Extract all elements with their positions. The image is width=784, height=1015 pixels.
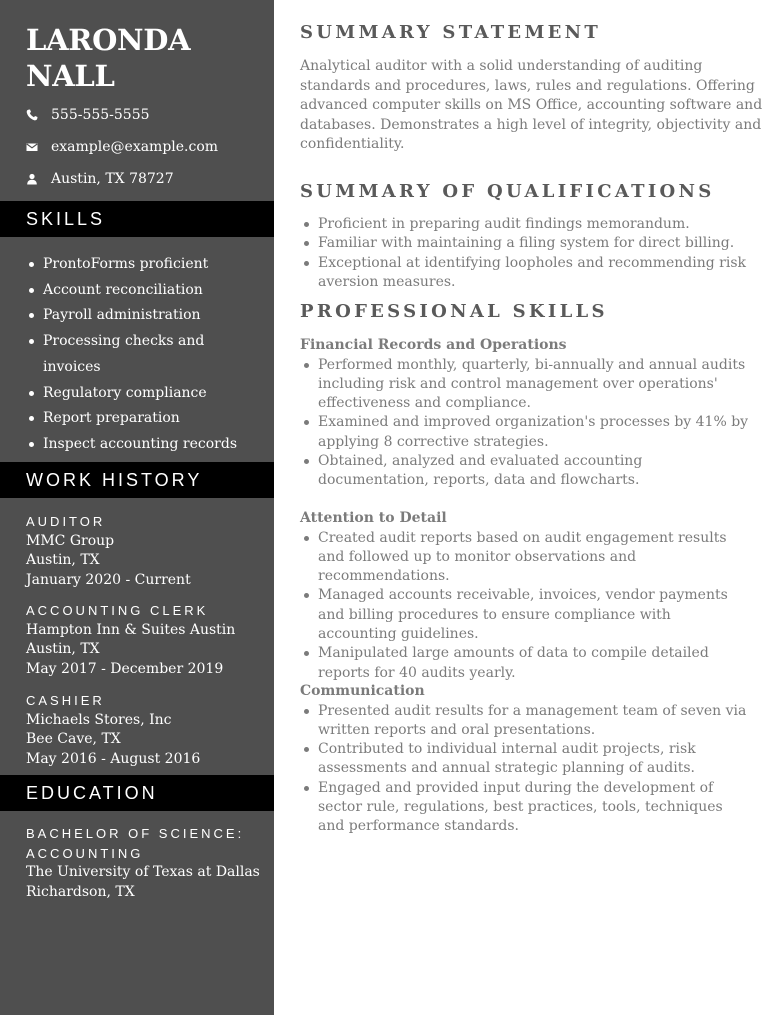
envelope-icon — [26, 141, 38, 153]
job-title: ACCOUNTING CLERK — [26, 603, 209, 618]
qualifications-block — [300, 215, 750, 292]
skill-item: Payroll administration — [26, 303, 256, 329]
education-heading: EDUCATION — [0, 775, 274, 811]
skill-item: ProntoForms proficient — [26, 252, 256, 278]
email-address: example@example.com — [51, 139, 219, 155]
skill-item: Regulatory compliance — [26, 381, 256, 407]
education-entry — [26, 824, 266, 902]
skill-item: Report preparation — [26, 406, 256, 432]
skill-group-attention — [300, 509, 750, 683]
qualification-item: Proficient in preparing audit findings memorandum. — [300, 215, 750, 234]
skill-group-item: Managed accounts receivable, invoices, vendor payments and billing procedures to ensure compliance with accounting guidelines. — [300, 586, 750, 644]
school-location: Richardson, TX — [26, 883, 135, 900]
skill-group-list — [300, 702, 750, 837]
contact-location — [26, 169, 174, 189]
job-entry — [26, 512, 266, 590]
job-entry — [26, 691, 266, 769]
job-location: Austin, TX — [26, 552, 100, 568]
qualifications-heading: SUMMARY OF QUALIFICATIONS — [300, 181, 715, 202]
job-dates: January 2020 - Current — [26, 571, 191, 588]
job-company: Hampton Inn & Suites Austin — [26, 621, 236, 638]
skill-item: Account reconciliation — [26, 278, 256, 304]
skill-group-item: Manipulated large amounts of data to compile detailed reports for 40 audits yearly. — [300, 644, 750, 683]
skill-group-item: Obtained, analyzed and evaluated accounting documentation, reports, data and flowcharts. — [300, 452, 750, 491]
qualification-item: Familiar with maintaining a filing system for direct billing. — [300, 234, 750, 253]
job-entry — [26, 601, 266, 679]
skill-item: Processing checks and invoices — [26, 329, 256, 380]
job-company: Michaels Stores, Inc — [26, 711, 172, 728]
skill-group-title: Financial Records and Operations — [300, 337, 567, 353]
skill-group-item: Performed monthly, quarterly, bi-annually and annual audits including risk and control management over operations' effectiveness and compliance. — [300, 356, 750, 414]
name-line-1: LARONDA — [26, 23, 191, 57]
summary-heading: SUMMARY STATEMENT — [300, 22, 602, 43]
main-column — [274, 0, 784, 1015]
school-name: The University of Texas at Dallas — [26, 864, 260, 880]
location-text: Austin, TX 78727 — [51, 171, 174, 187]
person-icon — [26, 173, 38, 185]
job-title: AUDITOR — [26, 514, 106, 529]
skills-heading: SKILLS — [0, 201, 274, 237]
job-location: Austin, TX — [26, 641, 100, 657]
skill-group-title: Communication — [300, 683, 425, 699]
qualifications-list — [300, 215, 750, 292]
skill-group-item: Examined and improved organization's processes by 41% by applying 8 corrective strategies. — [300, 413, 750, 452]
candidate-name — [26, 22, 190, 94]
skill-group-communication — [300, 682, 750, 837]
skill-group-item: Created audit reports based on audit engagement results and followed up to monitor observations and recommendations. — [300, 529, 750, 587]
skills-list — [26, 252, 256, 458]
job-dates: May 2017 - December 2019 — [26, 660, 224, 677]
job-title: CASHIER — [26, 693, 105, 708]
summary-text: Analytical auditor with a solid understanding of auditing standards and procedures, laws, rules and regulations. Offering advanced computer skills on MS Office, accounting software and databases. Demonstrates a high level of integrity, objectivity and confidentiality. — [300, 58, 763, 152]
skill-group-financial — [300, 336, 750, 491]
name-line-2: NALL — [26, 59, 115, 93]
skill-group-title: Attention to Detail — [300, 510, 447, 526]
skill-group-item: Engaged and provided input during the development of sector rule, regulations, best practices, tools, techniques and performance standards. — [300, 779, 750, 837]
phone-icon — [26, 109, 38, 121]
professional-skills-heading: PROFESSIONAL SKILLS — [300, 301, 608, 322]
phone-number: 555-555-5555 — [51, 107, 150, 123]
job-location: Bee Cave, TX — [26, 731, 121, 747]
qualification-item: Exceptional at identifying loopholes and recommending risk aversion measures. — [300, 254, 750, 293]
skill-item: Inspect accounting records — [26, 432, 256, 458]
degree-title: BACHELOR OF SCIENCE: ACCOUNTING — [26, 826, 245, 861]
job-dates: May 2016 - August 2016 — [26, 750, 201, 767]
skill-group-list — [300, 529, 750, 683]
job-company: MMC Group — [26, 532, 115, 549]
skill-group-item: Presented audit results for a management team of seven via written reports and oral presentations. — [300, 702, 750, 741]
contact-email — [26, 137, 218, 157]
work-history-heading: WORK HISTORY — [0, 462, 274, 498]
sidebar — [0, 0, 274, 1015]
skill-group-list — [300, 356, 750, 491]
skill-group-item: Contributed to individual internal audit projects, risk assessments and annual strategic planning of audits. — [300, 740, 750, 779]
contact-phone — [26, 105, 150, 125]
